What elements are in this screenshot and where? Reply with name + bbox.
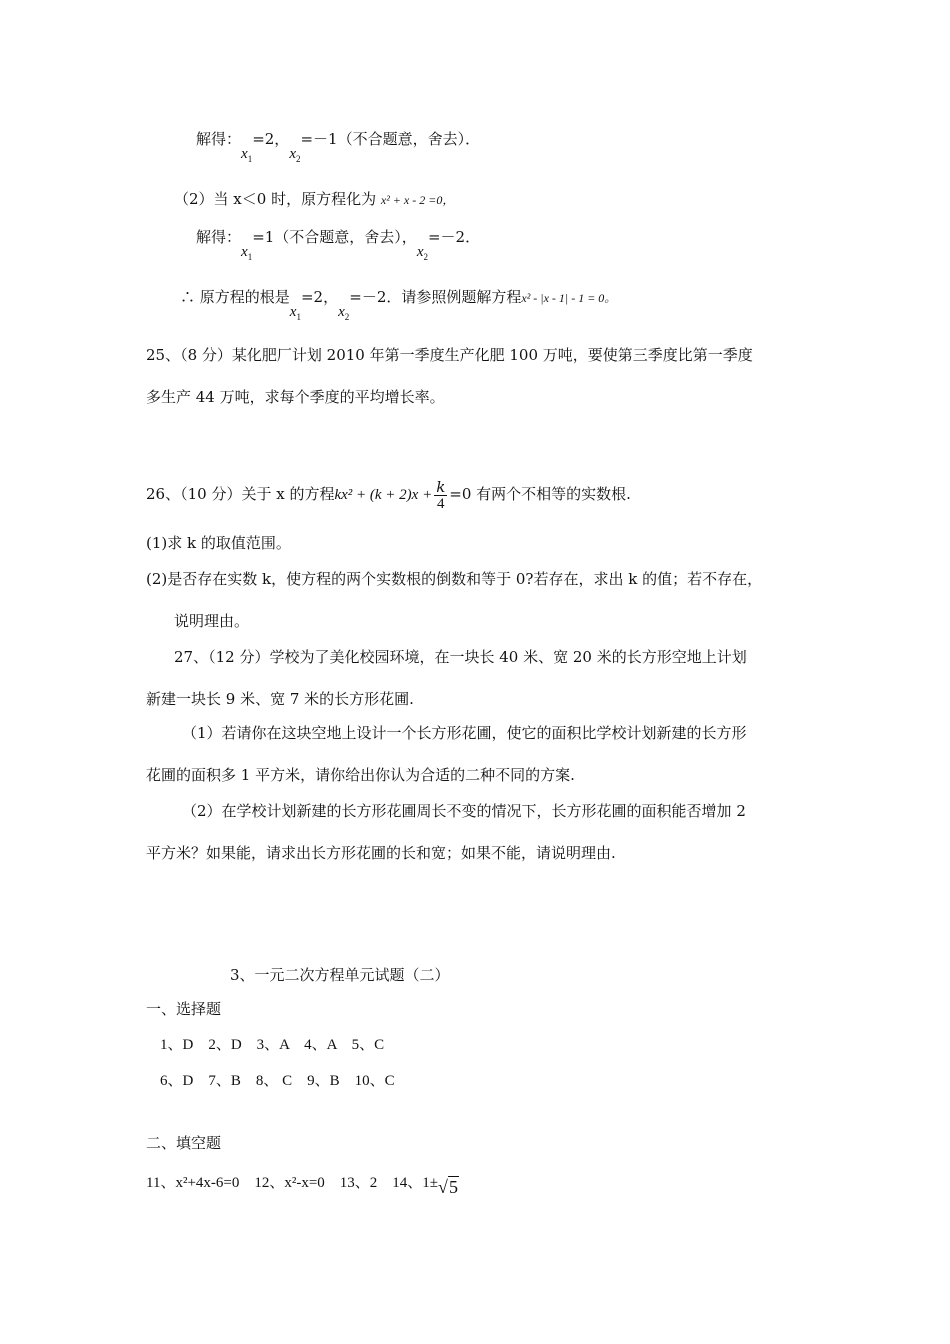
question-26-text: 26、（10 分）关于 x 的方程 xyxy=(146,485,335,503)
x1-variable: $x_1$ xyxy=(241,146,253,164)
question-26-text-end: =0 有两个不相等的实数根. xyxy=(449,485,631,503)
equation-case-2: x² + x - 2 =0， xyxy=(380,193,455,207)
solution-line-1 xyxy=(196,128,481,164)
case-2-text: （2）当 x＜0 时，原方程化为 xyxy=(174,190,377,208)
question-27-part-2-line-1: （2）在学校计划新建的长方形花圃周长不变的情况下，长方形花圃的面积能否增加 2 xyxy=(182,802,746,820)
question-26-part-2-cont: 说明理由。 xyxy=(174,612,250,630)
question-27-line-1: 27、（12 分）学校为了美化校园环境，在一块长 40 米、宽 20 米的长方形空地上计划 xyxy=(174,648,747,666)
x2-value-2: =－2． xyxy=(427,228,481,246)
question-27-part-2-line-2: 平方米？如果能，请求出长方形花圃的长和宽；如果不能，请说明理由. xyxy=(146,844,616,862)
question-26-equation: kx² + (k + 2)x + xyxy=(334,487,433,503)
question-27-part-1-line-1: （1）若请你在这块空地上设计一个长方形花圃，使它的面积比学校计划新建的长方形 xyxy=(182,724,747,742)
question-26-part-2: (2)是否存在实数 k，使方程的两个实数根的倒数和等于 0?若存在，求出 k 的值；若不存在， xyxy=(146,570,763,588)
x1-value-2: =1（不合题意，舍去）， xyxy=(252,228,417,246)
exercise-prompt: =－2．请参照例题解方程 xyxy=(349,288,522,306)
choice-answers-2: 6、D 7、B 8、 C 9、B 10、C xyxy=(160,1073,395,1089)
solution-line-2 xyxy=(174,188,454,211)
x2-variable: $x_2$ xyxy=(289,146,301,164)
sqrt-symbol: √5 xyxy=(438,1177,458,1197)
fill-answers-text: 11、x²+4x-6=0 12、x²-x=0 13、2 14、1± xyxy=(146,1175,439,1191)
solution-line-4 xyxy=(180,286,617,322)
label-jiede: 解得： xyxy=(196,130,242,148)
question-26-part-1: (1)求 k 的取值范围。 xyxy=(146,534,291,552)
x2-variable-3: $x_2$ xyxy=(338,304,350,322)
x1-value-3: =2， xyxy=(300,288,339,306)
question-27-part-1-line-2: 花圃的面积多 1 平方米，请你给出你认为合适的二种不同的方案. xyxy=(146,766,575,784)
exercise-equation: x² - |x - 1| - 1 = 0。 xyxy=(521,291,617,305)
fraction-denominator: 4 xyxy=(436,495,445,512)
question-27-line-2: 新建一块长 9 米、宽 7 米的长方形花圃. xyxy=(146,690,414,708)
question-25-line-1: 25、（8 分）某化肥厂计划 2010 年第一季度生产化肥 100 万吨，要使第三季度比第一季度 xyxy=(146,346,753,364)
label-jiede-2: 解得： xyxy=(196,228,242,246)
x1-variable-3: $x_1$ xyxy=(289,304,301,322)
question-26 xyxy=(146,474,631,515)
solution-line-3 xyxy=(196,226,481,262)
x2-value: =－1（不合题意，舍去）． xyxy=(300,130,481,148)
fill-answers xyxy=(146,1170,459,1197)
question-25-line-2: 多生产 44 万吨，求每个季度的平均增长率。 xyxy=(146,388,445,406)
section-fill-heading: 二、填空题 xyxy=(146,1134,222,1152)
x2-variable-2: $x_2$ xyxy=(416,244,428,262)
x1-value: =2， xyxy=(252,130,290,148)
fraction-numerator: k xyxy=(436,477,446,496)
section-title-3: 3、一元二次方程单元试题（二） xyxy=(230,966,450,984)
root-conclusion: ∴ 原方程的根是 xyxy=(180,288,290,306)
x1-variable-2: $x_1$ xyxy=(241,244,253,262)
sqrt-radicand: 5 xyxy=(448,1177,458,1197)
choice-answers-1: 1、D 2、D 3、A 4、A 5、C xyxy=(160,1037,385,1053)
fraction-k-over-4 xyxy=(434,479,447,512)
section-choice-heading: 一、选择题 xyxy=(146,1000,222,1018)
